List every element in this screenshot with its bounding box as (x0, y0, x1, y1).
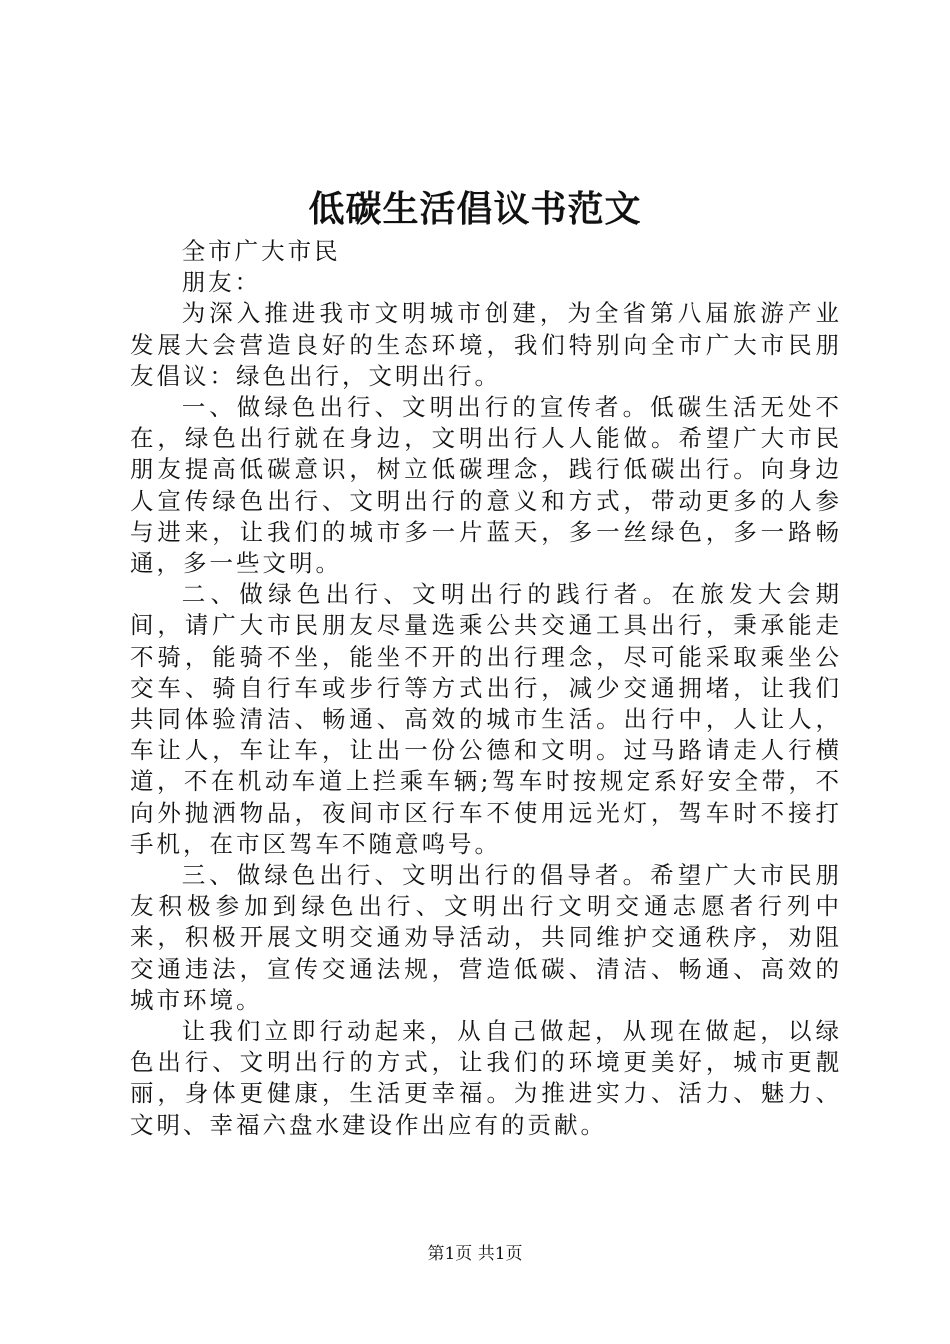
body-paragraph: 一、做绿色出行、文明出行的宣传者。低碳生活无处不在，绿色出行就在身边，文明出行人人能做。希望广大市民朋友提高低碳意识，树立低碳理念，践行低碳出行。向身边人宣传绿色出行、文明出行的意义和方式，带动更多的人参与进来，让我们的城市多一片蓝天，多一丝绿色，多一路畅通，多一些文明。 (130, 393, 842, 578)
document-body (130, 236, 842, 1141)
document-title: 低碳生活倡议书范文 (308, 188, 642, 230)
body-paragraph: 二、做绿色出行、文明出行的践行者。在旅发大会期间，请广大市民朋友尽量选乘公共交通工具出行，秉承能走不骑，能骑不坐，能坐不开的出行理念，尽可能采取乘坐公交车、骑自行车或步行等方式出行，减少交通拥堵，让我们共同体验清洁、畅通、高效的城市生活。出行中，人让人，车让人，车让车，让出一份公德和文明。过马路请走人行横道，不在机动车道上拦乘车辆;驾车时按规定系好安全带，不向外抛洒物品，夜间市区行车不使用远光灯，驾车时不接打手机，在市区驾车不随意鸣号。 (130, 580, 842, 858)
body-paragraph: 让我们立即行动起来，从自己做起，从现在做起，以绿色出行、文明出行的方式，让我们的环境更美好，城市更靓丽，身体更健康，生活更幸福。为推进实力、活力、魅力、文明、幸福六盘水建设作出应有的贡献。 (130, 1017, 842, 1139)
page-number-footer: 第1页 共1页 (427, 1244, 523, 1264)
body-paragraph: 三、做绿色出行、文明出行的倡导者。希望广大市民朋友积极参加到绿色出行、文明出行文明交通志愿者行列中来，积极开展文明交通劝导活动，共同维护交通秩序，劝阻交通违法，宣传交通法规，营造低碳、清洁、畅通、高效的城市环境。 (130, 861, 842, 1014)
salutation-line: 全市广大市民 (181, 237, 341, 265)
body-paragraph: 为深入推进我市文明城市创建，为全省第八届旅游产业发展大会营造良好的生态环境，我们特别向全市广大市民朋友倡议：绿色出行，文明出行。 (130, 299, 842, 390)
salutation-line: 朋友： (181, 268, 262, 297)
